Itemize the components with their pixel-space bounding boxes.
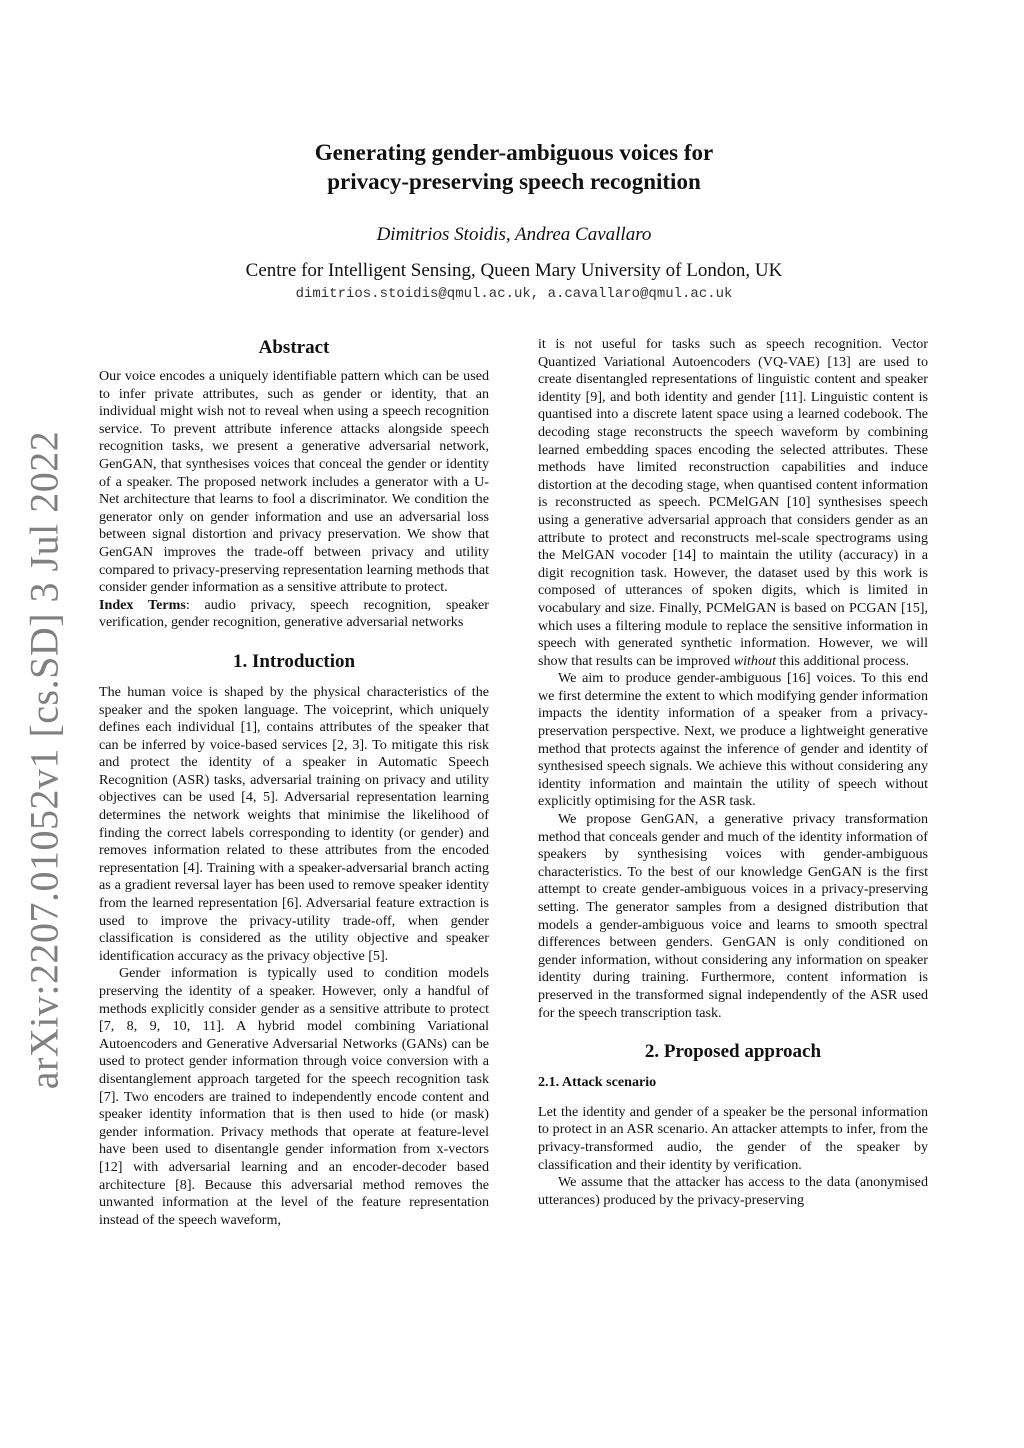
title-line-2: privacy-preserving speech recognition <box>327 169 701 194</box>
approach-paragraph-1: Let the identity and gender of a speaker be the personal information to protect in an ASR scenario. An attacker attempts to infer, from the privacy-transformed audio, the gender of the speaker by classification and their identity by verification. <box>538 1103 928 1173</box>
intro-paragraph-3 <box>538 336 928 670</box>
abstract-heading: Abstract <box>258 337 330 358</box>
index-terms-text: : audio privacy, speech recognition, speaker verification, gender recognition, generative adversarial networks <box>99 596 489 631</box>
arxiv-identifier: arXiv:2207.01052v1 [cs.SD] 3 Jul 2022 <box>21 430 67 1090</box>
left-column <box>99 336 489 1229</box>
affiliation: Centre for Intelligent Sensing, Queen Mary University of London, UK <box>245 260 783 281</box>
proposed-approach-heading: 2. Proposed approach <box>644 1041 822 1063</box>
title-line-1: Generating gender-ambiguous voices for <box>314 140 714 165</box>
title-block <box>100 138 928 302</box>
authors: Dimitrios Stoidis, Andrea Cavallaro <box>376 224 652 245</box>
intro-paragraph-1: The human voice is shaped by the physical characteristics of the speaker and the spoken language. The voiceprint, which uniquely defines each individual [1], contains attributes of the speaker that can be inferred by voice-based services [2, 3]. To mitigate this risk and protect the identity of a speaker in Automatic Speech Recognition (ASR) tasks, adversarial training on privacy and utility objectives can be used [4, 5]. Adversarial representation learning determines the network weights that minimise the likelihood of finding the correct labels corresponding to identity (or gender) and removes information related to these attributes from the encoded representation [4]. Training with a speaker-adversarial branch acting as a gradient reversal layer has been used to remove speaker identity from the learned representation [6]. Adversarial feature extraction is used to improve the privacy-utility trade-off, when gender classification is considered as the utility objective and speaker identification accuracy as the privacy objective [5]. <box>99 683 489 964</box>
intro-paragraph-3-part-a: it is not useful for tasks such as speech recognition. Vector Quantized Variational Autoencoders (VQ-VAE) [13] are used to create disentangled representations of linguistic content and speaker identity [9], and both identity and gender [11]. Linguistic content is quantised into a discrete latent space using a learned codebook. The decoding stage reconstructs the speech waveform by combining learned embedding spaces encoding the selected attributes. These methods have limited reconstruction capabilities and induce distortion at the decoding stage, when quantised content information is reconstructed as speech. PCMelGAN [10] synthesises speech using a generative adversarial approach that considers gender as an attribute to protect and reconstructs mel-scale spectrograms using the MelGAN vocoder [14] to maintain the utility (accuracy) in a digit recognition task. However, the dataset used by this work is composed of utterances of spoken digits, which is limited in vocabulary and size. Finally, PCMelGAN is based on PCGAN [15], which uses a filtering module to replace the sensitive information in speech with generated synthetic information. However, we will show that results can be improved <box>538 336 928 669</box>
index-terms <box>99 597 489 632</box>
right-column <box>538 336 928 1209</box>
index-terms-label: Index Terms <box>99 596 186 613</box>
abstract-text: Our voice encodes a uniquely identifiable pattern which can be used to infer private attributes, such as gender or identity, that an individual might wish not to reveal when using a speech recognition service. To prevent attribute inference attacks alongside speech recognition tasks, we present a generative adversarial network, GenGAN, that synthesises voices that conceal the gender or identity of a speaker. The proposed network includes a generator with a U-Net architecture that learns to fool a discriminator. We condition the generator only on gender information and use an adversarial loss between signal distortion and privacy preservation. We show that GenGAN improves the trade-off between privacy and utility compared to privacy-preserving representation learning methods that consider gender information as a sensitive attribute to protect. <box>99 368 489 596</box>
intro-paragraph-3-part-b: this additional process. <box>776 652 910 669</box>
intro-paragraph-5: We propose GenGAN, a generative privacy transformation method that conceals gender and much of the identity information of speakers by synthesising voices with gender-ambiguous characteristics. To the best of our knowledge GenGAN is the first attempt to create gender-ambiguous voices in a privacy-preserving setting. The generator samples from a designed distribution that models a gender-ambiguous voice and learns to smooth spectral differences between genders. GenGAN is only conditioned on gender information, without considering any information on speaker identity during training. Furthermore, content information is preserved in the transformed signal independently of the ASR used for the speech transcription task. <box>538 811 928 1021</box>
introduction-heading: 1. Introduction <box>232 650 356 672</box>
attack-scenario-subheading: 2.1. Attack scenario <box>538 1074 657 1091</box>
intro-paragraph-2: Gender information is typically used to condition models preserving the identity of a speaker. However, only a handful of methods explicitly consider gender as a sensitive attribute to protect [7, 8, 9, 10, 11]. A hybrid model combining Variational Autoencoders and Generative Adversarial Networks (GANs) can be used to protect gender information through voice conversion with a disentanglement approach targeted for the speech recognition task [7]. Two encoders are trained to independently encode content and speaker identity information that is then used to hide (or mask) gender information. Privacy methods that operate at feature-level have been used to disentangle gender information from x-vectors [12] with adversarial learning and an encoder-decoder based architecture [8]. Because this adversarial method removes the unwanted information at the level of the feature representation instead of the speech waveform, <box>99 965 489 1228</box>
paper-title <box>100 138 928 196</box>
author-emails: dimitrios.stoidis@qmul.ac.uk, a.cavallaro@qmul.ac.uk <box>295 286 733 302</box>
intro-paragraph-4: We aim to produce gender-ambiguous [16] voices. To this end we first determine the extent to which modifying gender information impacts the identity information of a speaker from a privacy-preservation perspective. Next, we produce a lightweight generative method that protects against the inference of gender and identity of synthesised speech signals. We achieve this without considering any identity information and maintain the utility of speech without explicitly optimising for the ASR task. <box>538 670 928 810</box>
intro-emphasis: without <box>733 652 776 669</box>
approach-paragraph-2: We assume that the attacker has access to the data (anonymised utterances) produced by the privacy-preserving <box>538 1174 928 1208</box>
